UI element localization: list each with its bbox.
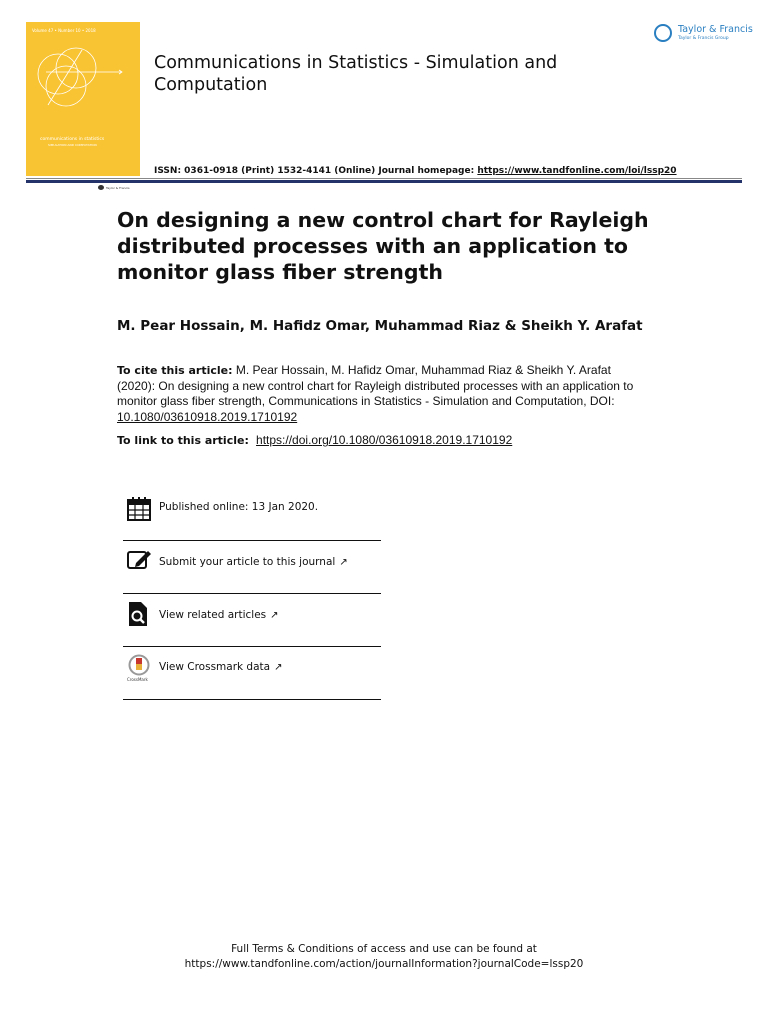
submit-article-link[interactable] — [159, 556, 348, 568]
crossmark-caption: CrossMark — [127, 677, 148, 682]
edit-icon — [126, 548, 152, 574]
header-divider — [26, 180, 742, 183]
article-title: On designing a new control chart for Rayleigh distributed processes with an application to monitor glass fiber strength — [117, 208, 649, 284]
link-label: To link to this article: — [117, 434, 253, 447]
publisher-name: Taylor & Francis — [678, 24, 753, 35]
publisher-group: Taylor & Francis Group — [678, 36, 729, 41]
citation-block — [117, 363, 647, 425]
journal-title[interactable]: Communications in Statistics - Simulation and Computation — [154, 53, 558, 95]
external-link-icon: ↗ — [339, 557, 348, 568]
calendar-icon — [126, 496, 152, 522]
article-authors: M. Pear Hossain, M. Hafidz Omar, Muhammad Riaz & Sheikh Y. Arafat — [117, 318, 643, 334]
cover-subtitle: SIMULATION AND COMPUTATION — [48, 143, 97, 147]
footer — [0, 942, 768, 972]
cover-volume-line: Volume 47 • Number 10 • 2018 — [32, 28, 96, 33]
cover-graphic — [26, 22, 140, 176]
footer-terms-url[interactable]: https://www.tandfonline.com/action/journalInformation?journalCode=lssp20 — [184, 958, 584, 970]
issn-line — [154, 166, 677, 176]
cover-journal-name: communications in statistics — [40, 137, 105, 142]
footer-terms-line: Full Terms & Conditions of access and use can be found at — [231, 943, 537, 955]
cover-publisher-mark: Taylor & Francis — [106, 186, 130, 190]
item-divider — [123, 646, 381, 647]
article-link-line — [117, 433, 512, 447]
external-link-icon: ↗ — [274, 662, 283, 673]
item-divider — [123, 593, 381, 594]
journal-cover-image — [26, 22, 140, 190]
header-divider-thin — [26, 178, 742, 179]
submit-article-label: Submit your article to this journal — [159, 556, 336, 568]
related-articles-label: View related articles — [159, 609, 267, 621]
cover-publisher-icon — [98, 185, 104, 190]
issn-text: ISSN: 0361-0918 (Print) 1532-4141 (Online) Journal homepage: — [154, 166, 478, 176]
cite-label: To cite this article: — [117, 364, 233, 377]
published-online-date: Published online: 13 Jan 2020. — [159, 501, 319, 513]
cite-text: M. Pear Hossain, M. Hafidz Omar, Muhammad Riaz & Sheikh Y. Arafat (2020): On designing a new control chart for Rayleigh distributed processes with an application to monitor glass fiber strength, Communications in Statistics - Simulation and Computation, DOI: — [117, 363, 634, 408]
item-divider — [123, 540, 381, 541]
article-doi-link[interactable]: https://doi.org/10.1080/03610918.2019.1710192 — [256, 433, 513, 447]
journal-homepage-link[interactable]: https://www.tandfonline.com/loi/lssp20 — [477, 166, 677, 176]
external-link-icon: ↗ — [270, 610, 279, 621]
crossmark-link[interactable] — [159, 661, 282, 673]
crossmark-label: View Crossmark data — [159, 661, 271, 673]
cite-doi-link[interactable]: 10.1080/03610918.2019.1710192 — [117, 409, 298, 424]
taylor-francis-logo-icon — [654, 24, 672, 42]
item-divider — [123, 699, 381, 700]
related-articles-link[interactable] — [159, 609, 279, 621]
search-document-icon — [126, 601, 152, 627]
